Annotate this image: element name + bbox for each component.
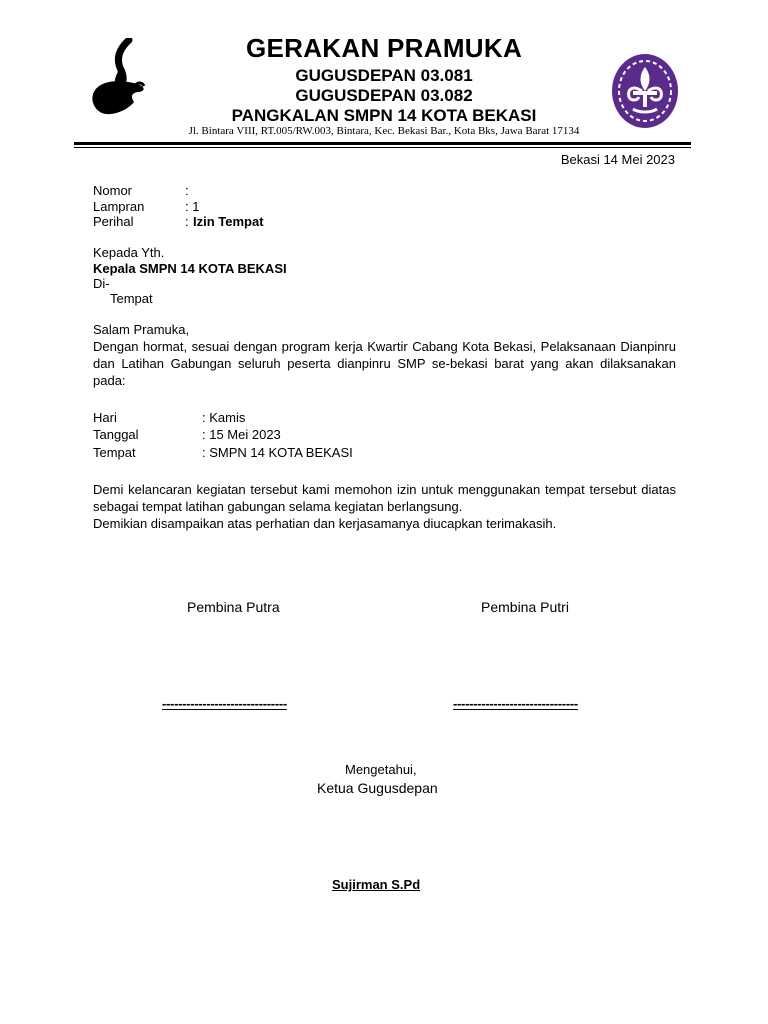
perihal-colon: : xyxy=(185,214,189,229)
header-divider-thick xyxy=(74,142,691,145)
tanggal-label: Tanggal xyxy=(93,427,139,442)
pembina-putri-title: Pembina Putri xyxy=(481,599,569,615)
lampiran-label: Lampran xyxy=(93,199,145,214)
recipient-tempat: Tempat xyxy=(110,291,153,306)
gugusdepan-1: GUGUSDEPAN 03.081 xyxy=(295,66,473,85)
kepada-yth: Kepada Yth. xyxy=(93,245,165,260)
address-line: Jl. Bintara VIII, RT.005/RW.003, Bintara, Kec. Bekasi Bar., Kota Bks, Jawa Barat 17134 xyxy=(188,125,580,137)
org-title: GERAKAN PRAMUKA xyxy=(245,33,523,63)
hari-value: : Kamis xyxy=(202,410,246,425)
mengetahui: Mengetahui, xyxy=(345,762,417,777)
perihal-value: Izin Tempat xyxy=(193,214,264,229)
tempat-value: : SMPN 14 KOTA BEKASI xyxy=(202,445,353,460)
closing-thanks: Demikian disampaikan atas perhatian dan kerjasamanya diucapkan terimakasih. xyxy=(93,516,557,531)
lampiran-value: : 1 xyxy=(185,199,200,214)
nomor-label: Nomor xyxy=(93,183,133,198)
perihal-label: Perihal xyxy=(93,214,134,229)
greeting: Salam Pramuka, xyxy=(93,322,190,337)
hari-label: Hari xyxy=(93,410,117,425)
closing-paragraph: Demi kelancaran kegiatan tersebut kami memohon izin untuk menggunakan tempat tersebut diatas sebagai tempat latihan gabungan selama kegiatan berlangsung. xyxy=(93,482,676,514)
recipient-di: Di- xyxy=(93,276,110,291)
intro-paragraph: Dengan hormat, sesuai dengan program kerja Kwartir Cabang Kota Bekasi, Pelaksanaan Dianpinru dan Latihan Gabungan seluruh peserta dianpinru SMP se-bekasi barat yang akan dilaksanakan pada: xyxy=(93,339,676,388)
pembina-putri-signature-line: ------------------------------- xyxy=(453,696,578,711)
gugusdepan-2: GUGUSDEPAN 03.082 xyxy=(295,86,473,105)
ketua-title: Ketua Gugusdepan xyxy=(317,780,438,796)
pembina-putra-signature-line: ------------------------------- xyxy=(162,696,287,711)
tempat-label: Tempat xyxy=(93,445,136,460)
letter-date: Bekasi 14 Mei 2023 xyxy=(560,152,675,167)
pangkalan-title: PANGKALAN SMPN 14 KOTA BEKASI xyxy=(231,106,537,125)
recipient-name: Kepala SMPN 14 KOTA BEKASI xyxy=(93,261,287,276)
ketua-name: Sujirman S.Pd xyxy=(332,877,421,892)
pembina-putra-title: Pembina Putra xyxy=(187,599,280,615)
tanggal-value: : 15 Mei 2023 xyxy=(202,427,281,442)
nomor-value: : xyxy=(185,183,189,198)
header-divider-thin xyxy=(74,147,691,148)
